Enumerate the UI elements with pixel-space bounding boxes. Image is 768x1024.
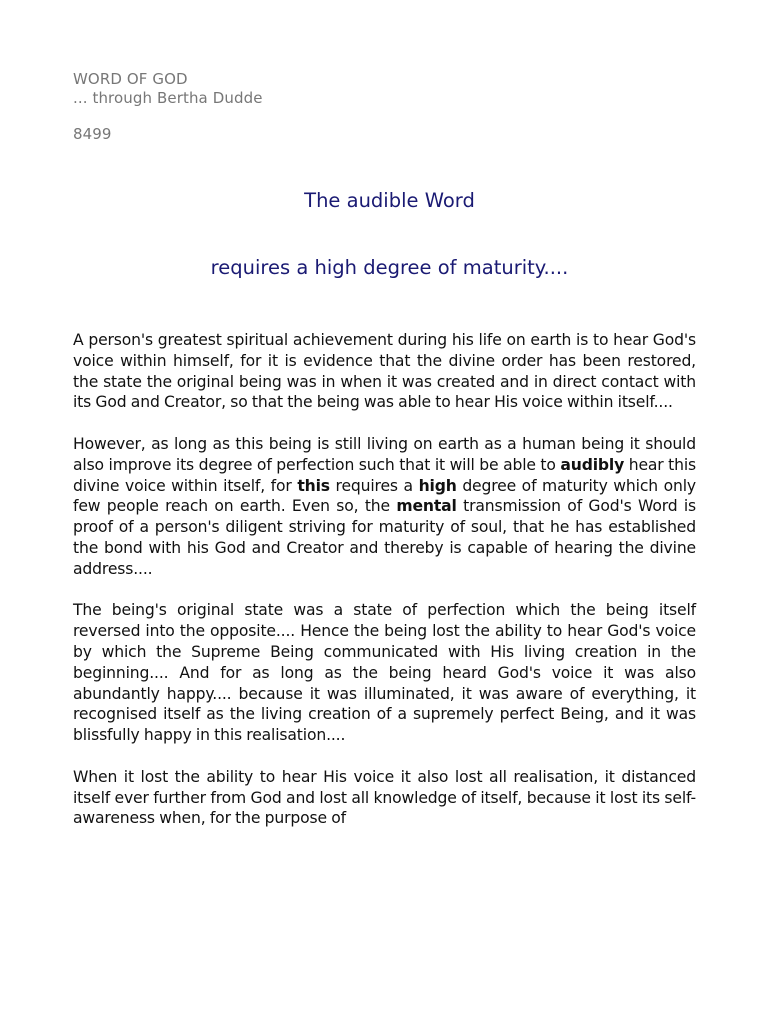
paragraph xyxy=(73,330,696,413)
paragraph-text: The being's original state was a state of perfection which the being itself reversed into the opposite.... Hence the being lost the ability to hear God's voice by which the Supreme Being communicated with His living creation in the beginning.... And for as long as the being heard God's voice it was also abundantly happy.... because it was illuminated, it was aware of everything, it recognised itself as the living creation of a supremely perfect Being, and it was blissfully happy in this realisation.... xyxy=(73,601,696,745)
paragraph-text: However, as long as this being is still living on earth as a human being it should also improve its degree of perfection such that it will be able to xyxy=(73,434,696,474)
paragraph-text: requires a xyxy=(329,476,419,495)
paragraph-text: transmission of God's Word is proof of a person's diligent striving for maturity of soul, that he has established the bond with his God and Creator and thereby is capable of hearing the divine address.... xyxy=(73,497,697,578)
document-title: The audible Word xyxy=(304,189,475,212)
paragraph xyxy=(73,600,696,746)
document-subtitle: requires a high degree of maturity.... xyxy=(210,256,569,279)
series-label: WORD OF GOD xyxy=(73,70,188,88)
document-body xyxy=(73,330,696,829)
emphasized-text: high xyxy=(418,476,457,495)
message-number: 8499 xyxy=(73,125,112,143)
attribution-label: ... through Bertha Dudde xyxy=(73,89,263,107)
emphasized-text: mental xyxy=(396,497,457,516)
paragraph-text: degree of maturity which only few people reach on earth. Even so, the xyxy=(73,476,696,516)
paragraph-text: When it lost the ability to hear His voice it also lost all realisation, it distanced itself ever further from God and lost all knowledge of itself, because it lost its self-awareness when, for the purpose of xyxy=(73,767,696,828)
paragraph xyxy=(73,767,696,829)
paragraph xyxy=(73,434,696,580)
document-page xyxy=(73,70,696,850)
document-header xyxy=(73,70,696,144)
paragraph-text: hear this divine voice within itself, for xyxy=(73,455,696,495)
emphasized-text: audibly xyxy=(560,455,625,474)
paragraph-text: A person's greatest spiritual achievement during his life on earth is to hear God's voice within himself, for it is evidence that the divine order has been restored, the state the original being was in when it was created and in direct contact with its God and Creator, so that the being was able to hear His voice within itself.... xyxy=(73,331,696,412)
emphasized-text: this xyxy=(297,476,330,495)
